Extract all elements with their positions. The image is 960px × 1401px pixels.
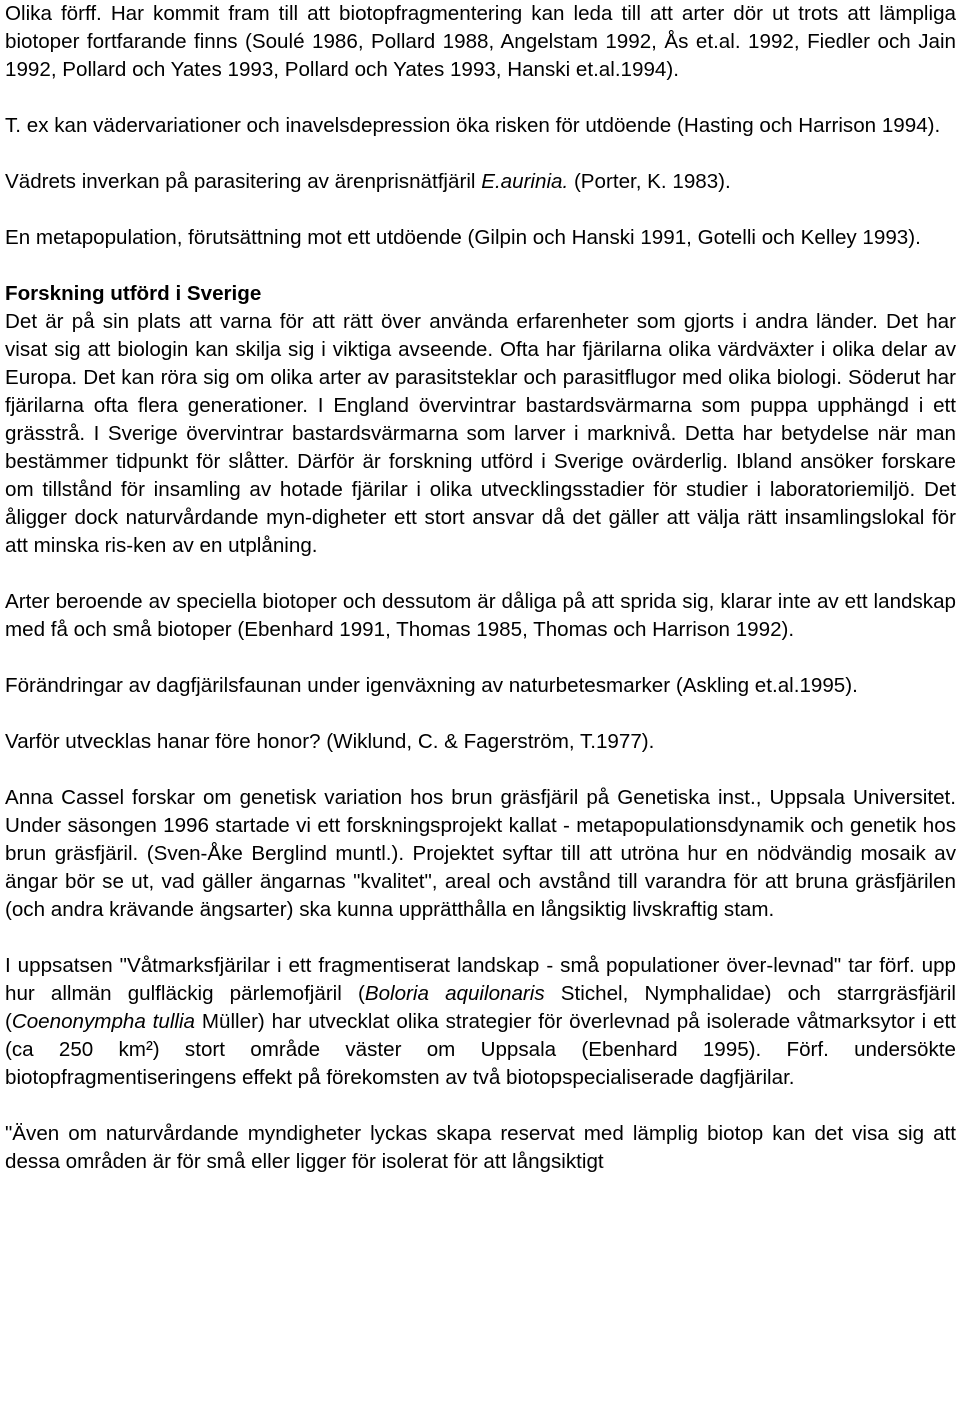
paragraph-overgrowth: Förändringar av dagfjärilsfaunan under igenväxning av naturbetesmarker (Askling et.al.1995).	[5, 674, 858, 697]
paragraph-parasitism	[5, 168, 956, 196]
species-name-boloria: Boloria aquilonaris	[364, 982, 545, 1005]
paragraph-fragmentation: Olika förff. Har kommit fram till att biotopfragmentering kan leda till att arter dör ut trots att lämpliga biotoper fortfarande finns (Soulé 1986, Pollard 1988, Angelstam 1992, Ås et.al. 1992, Fiedler och Jain 1992, Pollard och Yates 1993, Pollard och Yates 1993, Hanski et.al.1994).	[5, 2, 956, 81]
section-heading: Forskning utförd i Sverige	[5, 282, 262, 305]
parasitism-text: Vädrets inverkan på parasitering av ärenprisnätfjäril	[5, 170, 482, 193]
wetland-text-a: I uppsatsen "Våtmarksfjärilar i ett fragmentiserat landskap - små populationer över-levnad" tar förf. upp hur allmän gulfläckig pärlemofjäril (	[5, 954, 956, 1005]
wetland-text-b: Stichel, Nymphalidae) och starrgräsfjäril (	[5, 982, 956, 1033]
parasitism-citation: (Porter, K. 1983).	[568, 170, 731, 193]
section-research-sweden	[5, 280, 956, 560]
paragraph-reserves-quote: "Även om naturvårdande myndigheter lyckas skapa reservat med lämplig biotop kan det visa sig att dessa områden är för små eller ligger för isolerat för att långsiktigt	[5, 1122, 956, 1173]
paragraph-genetic-research: Anna Cassel forskar om genetisk variation hos brun gräsfjäril på Genetiska inst., Uppsala Universitet. Under säsongen 1996 startade vi ett forskningsprojekt kallat - metapopulationsdynamik och genetik hos brun gräsfjäril. (Sven-Åke Berglind muntl.). Projektet syftar till att utröna hur en nödvändig mosaik av ängar bör se ut, vad gäller ängarnas "kvalitet", areal och avstånd till varandra för att bruna gräsfjärilen (och andra krävande ängsarter) ska kunna upprätthålla en långsiktig livskraftig stam.	[5, 786, 956, 921]
paragraph-weather-inbreeding: T. ex kan vädervariationer och inavelsdepression öka risken för utdöende (Hasting och Harrison 1994).	[5, 114, 941, 137]
section-body: Det är på sin plats att varna för att rätt över använda erfarenheter som gjorts i andra länder. Det har visat sig att biologin kan skilja sig i viktiga avseende. Ofta har fjärilarna olika värdväxter i olika delar av Europa. Det kan röra sig om olika arter av parasitsteklar och parasitflugor med olika biologi. Söderut har fjärilarna ofta flera generationer. I England övervintrar bastardsvärmarna som puppa upphängd i ett grässtrå. I Sverige övervintrar bastardsvärmarna som larver i marknivå. Detta har betydelse när man bestämmer tidpunkt för slåtter. Därför är forskning utförd i Sverige ovärderlig. Ibland ansöker forskare om tillstånd för insamling av hotade fjärilar i olika utvecklingsstadier för studier i laboratoriemiljö. Det åligger dock naturvårdande myn-digheter ett stort ansvar då det gäller att välja rätt insamlingslokal för att minska ris-ken av en utplåning.	[5, 310, 956, 557]
paragraph-males-before-females: Varför utvecklas hanar före honor? (Wiklund, C. & Fagerström, T.1977).	[5, 730, 655, 753]
species-name-aurinia: E.aurinia.	[481, 170, 569, 193]
paragraph-specialized-species: Arter beroende av speciella biotoper och dessutom är dåliga på att sprida sig, klarar inte av ett landskap med få och små biotoper (Ebenhard 1991, Thomas 1985, Thomas och Harrison 1992).	[5, 590, 956, 641]
paragraph-wetland-butterflies	[5, 952, 956, 1092]
paragraph-metapopulation: En metapopulation, förutsättning mot ett utdöende (Gilpin och Hanski 1991, Gotelli och Kelley 1993).	[5, 226, 921, 249]
species-name-coenonympha: Coenonympha tullia	[11, 1010, 196, 1033]
wetland-text-c: Müller) har utvecklat olika strategier för överlevnad på isolerade våtmarksytor i ett (ca 250 km²) stort område väster om Uppsala (Ebenhard 1995). Förf. undersökte biotopfragmentiseringens effekt på förekomsten av två biotopspecialiserade dagfjärilar.	[5, 1010, 956, 1089]
